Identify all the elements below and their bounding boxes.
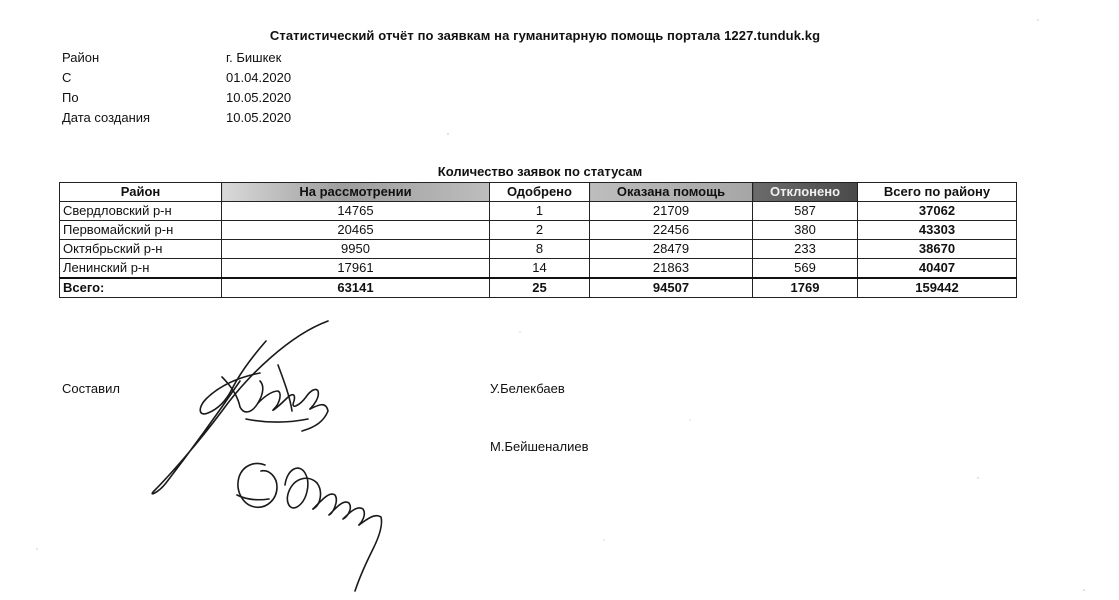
header-assisted: Оказана помощь [590, 183, 753, 202]
cell-assisted: 21709 [590, 202, 753, 221]
cell-total-assisted: 94507 [590, 278, 753, 298]
cell-approved: 14 [490, 259, 590, 279]
cell-district: Ленинский р-н [60, 259, 222, 279]
cell-assisted: 28479 [590, 240, 753, 259]
cell-total-under-review: 63141 [222, 278, 490, 298]
cell-total-rejected: 1769 [753, 278, 858, 298]
cell-total-label: Всего: [60, 278, 222, 298]
report-title: Статистический отчёт по заявкам на гуманитарную помощь портала 1227.tunduk.kg [269, 28, 821, 43]
cell-total: 37062 [858, 202, 1017, 221]
cell-assisted: 21863 [590, 259, 753, 279]
cell-under-review: 20465 [222, 221, 490, 240]
cell-district: Свердловский р-н [60, 202, 222, 221]
cell-grand-total: 159442 [858, 278, 1017, 298]
meta-value: 10.05.2020 [226, 90, 292, 105]
cell-rejected: 380 [753, 221, 858, 240]
meta-label: С [62, 70, 72, 85]
compiled-by-label: Составил [62, 381, 120, 396]
cell-rejected: 233 [753, 240, 858, 259]
cell-district: Первомайский р-н [60, 221, 222, 240]
meta-label: Район [62, 50, 100, 65]
cell-total-approved: 25 [490, 278, 590, 298]
cell-approved: 2 [490, 221, 590, 240]
cell-total: 38670 [858, 240, 1017, 259]
cell-under-review: 17961 [222, 259, 490, 279]
meta-value: г. Бишкек [226, 50, 282, 65]
meta-label: По [62, 90, 79, 105]
cell-total: 40407 [858, 259, 1017, 279]
header-total-by-district: Всего по району [858, 183, 1017, 202]
cell-assisted: 22456 [590, 221, 753, 240]
meta-value: 01.04.2020 [226, 70, 292, 85]
header-rejected: Отклонено [753, 183, 858, 202]
header-under-review: На рассмотрении [222, 183, 490, 202]
header-approved: Одобрено [490, 183, 590, 202]
cell-approved: 8 [490, 240, 590, 259]
cell-under-review: 9950 [222, 240, 490, 259]
cell-under-review: 14765 [222, 202, 490, 221]
cell-rejected: 569 [753, 259, 858, 279]
signer-name-2: М.Бейшеналиев [490, 439, 589, 454]
signer-name-1: У.Белекбаев [490, 381, 565, 396]
cell-district: Октябрьский р-н [60, 240, 222, 259]
table-caption: Количество заявок по статусам [437, 164, 643, 179]
meta-value: 10.05.2020 [226, 110, 292, 125]
cell-rejected: 587 [753, 202, 858, 221]
meta-label: Дата создания [62, 110, 151, 125]
cell-total: 43303 [858, 221, 1017, 240]
cell-approved: 1 [490, 202, 590, 221]
header-district: Район [60, 183, 222, 202]
